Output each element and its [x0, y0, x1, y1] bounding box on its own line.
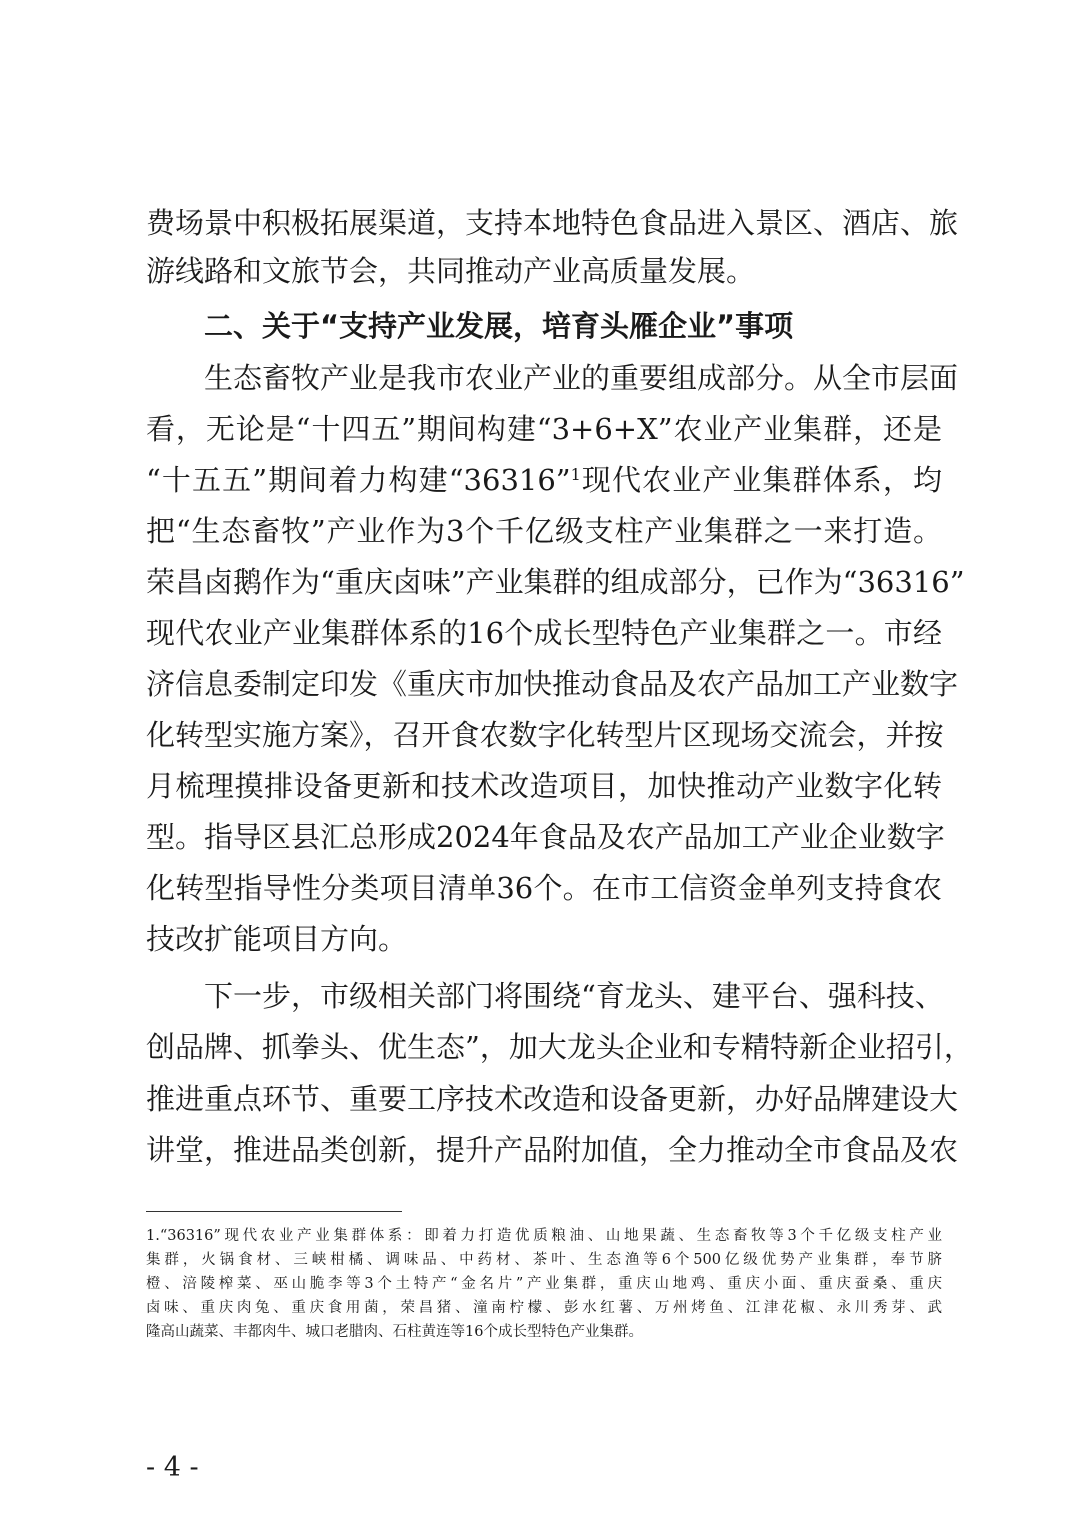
footnote-line: 集群，火锅食材、三峡柑橘、调味品、中药材、茶叶、生态渔等6个500亿级优势产业集群，奉节脐 — [146, 1252, 942, 1268]
body-text: 现代农业产业集群体系，均 — [580, 463, 942, 497]
body-line: 荣昌卤鹅作为“重庆卤味”产业集群的组成部分，已作为“36316” — [146, 565, 965, 599]
body-line: 费场景中积极拓展渠道，支持本地特色食品进入景区、酒店、旅 — [146, 206, 959, 240]
section-heading: 二、关于“支持产业发展，培育头雁企业”事项 — [204, 309, 794, 343]
body-line: 型。指导区县汇总形成2024年食品及农产品加工产业企业数字 — [146, 820, 945, 854]
body-line: 下一步，市级相关部门将围绕“育龙头、建平台、强科技、 — [204, 979, 944, 1013]
body-line: 看，无论是“十四五”期间构建“3+6+X”农业产业集群，还是 — [146, 412, 942, 446]
body-line: 月梳理摸排设备更新和技术改造项目，加快推动产业数字化转 — [146, 769, 942, 803]
body-line: 把“生态畜牧”产业作为3个千亿级支柱产业集群之一来打造。 — [146, 514, 942, 548]
body-line: 化转型实施方案》，召开食农数字化转型片区现场交流会，并按 — [146, 718, 944, 752]
footnote-reference[interactable]: 1 — [570, 465, 581, 484]
body-line-with-footnote-ref — [146, 453, 942, 507]
footnote-separator — [146, 1211, 402, 1212]
body-line: 推进重点环节、重要工序技术改造和设备更新，办好品牌建设大 — [146, 1082, 959, 1116]
body-line: 技改扩能项目方向。 — [146, 922, 408, 956]
footnote-line: 隆高山蔬菜、丰都肉牛、城口老腊肉、石柱黄连等16个成长型特色产业集群。 — [146, 1324, 643, 1340]
body-line: 现代农业产业集群体系的16个成长型特色产业集群之一。市经 — [146, 616, 942, 650]
footnote-line: 1.“36316”现代农业产业集群体系：即着力打造优质粮油、山地果蔬、生态畜牧等3个千亿级支柱产业 — [146, 1228, 942, 1244]
body-line: 生态畜牧产业是我市农业产业的重要组成部分。从全市层面 — [204, 361, 959, 395]
body-line: 创品牌、抓拳头、优生态”，加大龙头企业和专精特新企业招引， — [146, 1030, 973, 1064]
body-line: 游线路和文旅节会，共同推动产业高质量发展。 — [146, 254, 756, 288]
body-line: 济信息委制定印发《重庆市加快推动食品及农产品加工产业数字 — [146, 667, 959, 701]
footnote-line: 卤味、重庆肉兔、重庆食用菌，荣昌猪、潼南柠檬、彭水红薯、万州烤鱼、江津花椒、永川秀芽、武 — [146, 1300, 942, 1316]
body-line: 化转型指导性分类项目清单36个。在市工信资金单列支持食农 — [146, 871, 942, 905]
body-line: 讲堂，推进品类创新，提升产品附加值，全力推动全市食品及农 — [146, 1133, 959, 1167]
body-text: “十五五”期间着力构建“36316” — [146, 463, 571, 497]
page-number: - 4 - — [146, 1452, 199, 1483]
footnote-line: 橙、涪陵榨菜、巫山脆李等3个土特产“金名片”产业集群，重庆山地鸡、重庆小面、重庆蚕桑、重庆 — [146, 1276, 942, 1292]
